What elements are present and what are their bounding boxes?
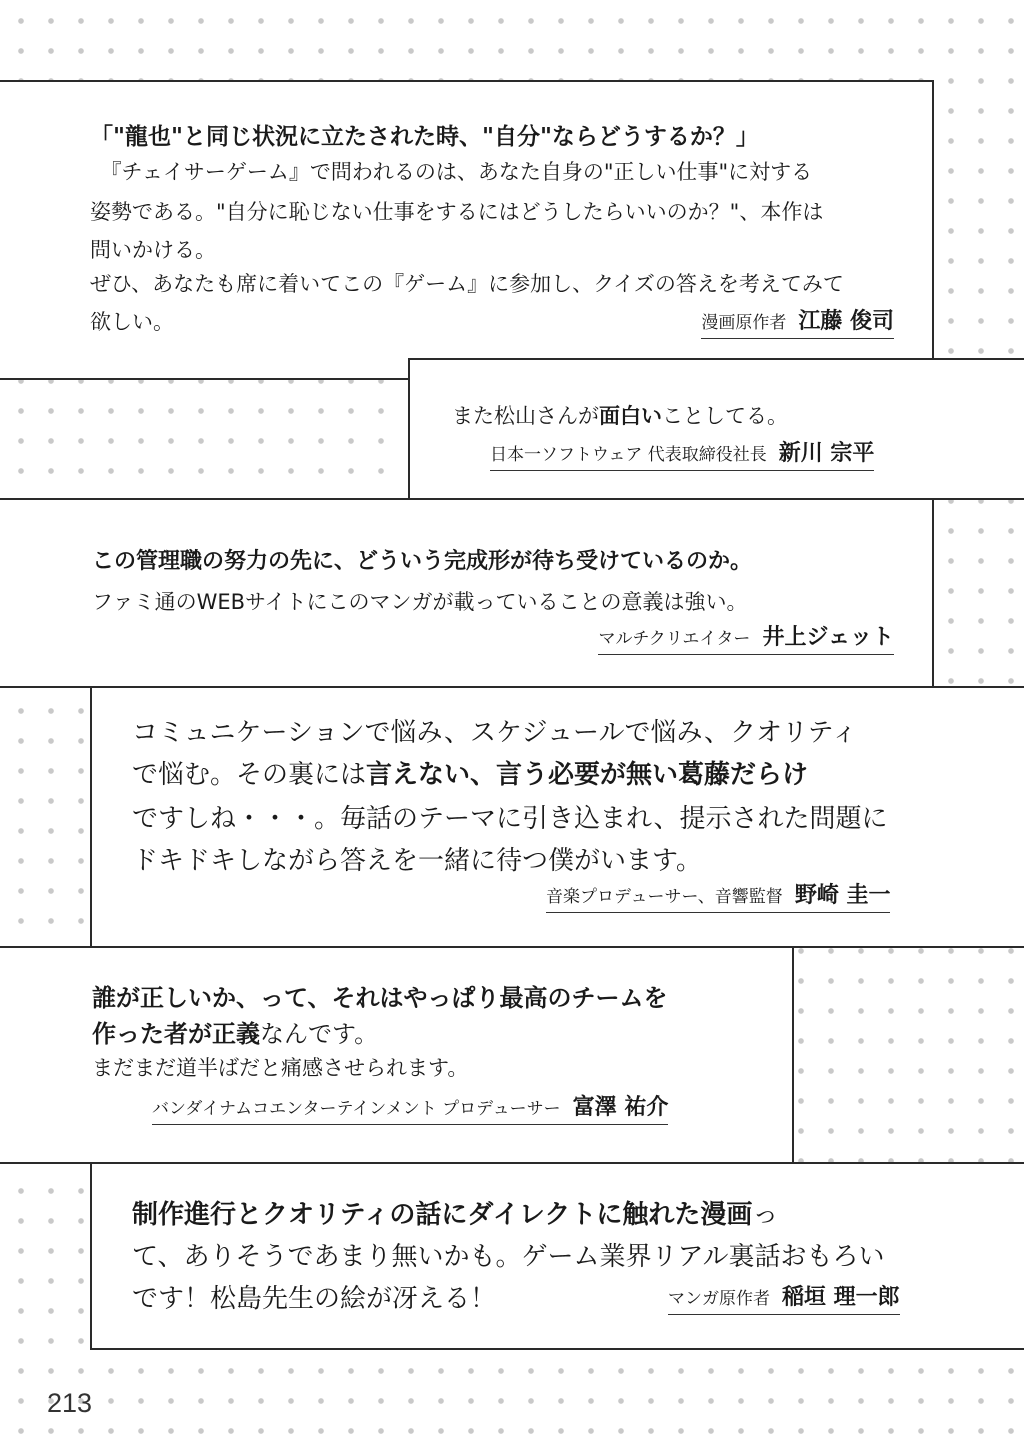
comment-line xyxy=(452,400,788,430)
comment-line: ドキドキしながら答えを一緒に待つ僕がいます。 xyxy=(132,846,702,876)
author-role: 漫画原作者 xyxy=(701,313,787,333)
comment-box-eto xyxy=(0,80,934,380)
comment-text: また松山さんが xyxy=(452,404,599,428)
comment-text: で悩む。その裏には xyxy=(132,760,367,790)
comment-box-inagaki xyxy=(90,1162,1024,1350)
comment-text: なんです。 xyxy=(260,1020,379,1048)
author-name: 井上ジェット xyxy=(762,625,894,650)
comment-line: ぜひ、あなたも席に着いてこの『ゲーム』に参加し、クイズの答えを考えてみて xyxy=(90,272,844,296)
author-role: マルチクリエイター xyxy=(598,629,751,649)
comment-heading: 誰が正しいか、って、それはやっぱり最高のチームを xyxy=(92,984,668,1012)
comment-emphasis: 言えない、言う必要が無い葛藤だらけ xyxy=(366,760,809,790)
author-credit xyxy=(490,436,874,471)
comment-line: 姿勢である。"自分に恥じない仕事をするにはどうしたらいいのか？"、本作は xyxy=(90,200,824,224)
comment-line: コミュニケーションで悩み、スケジュールで悩み、クオリティ xyxy=(132,718,858,748)
page-number: 213 xyxy=(47,1388,93,1418)
author-credit xyxy=(546,878,890,913)
comment-emphasis: 制作進行とクオリティの話にダイレクトに触れた漫画 xyxy=(132,1200,753,1230)
author-credit xyxy=(701,304,894,339)
comment-line: ファミ通のWEBサイトにこのマンガが載っていることの意義は強い。 xyxy=(92,590,748,614)
comment-emphasis: 作った者が正義 xyxy=(92,1020,260,1048)
comment-line: です！松島先生の絵が冴える！ xyxy=(132,1284,497,1314)
author-credit xyxy=(152,1090,668,1125)
comment-line xyxy=(92,1014,378,1049)
comment-box-niikawa xyxy=(408,358,1024,500)
author-role: マンガ原作者 xyxy=(668,1289,770,1309)
author-role: バンダイナムコエンターテインメント プロデューサー xyxy=(152,1099,561,1119)
comment-line: 問いかける。 xyxy=(90,238,216,262)
author-credit xyxy=(668,1280,900,1315)
author-name: 稲垣 理一郎 xyxy=(782,1285,900,1310)
author-role: 日本一ソフトウェア 代表取締役社長 xyxy=(490,445,767,465)
comment-text: っ xyxy=(752,1200,779,1230)
comment-line: 欲しい。 xyxy=(90,310,174,334)
comment-line: て、ありそうであまり無いかも。ゲーム業界リアル裏話おもろい xyxy=(132,1242,885,1272)
comment-line: 『チェイサーゲーム』で問われるのは、あなた自身の"正しい仕事"に対する xyxy=(90,160,813,184)
comment-line xyxy=(132,754,808,791)
comment-heading: この管理職の努力の先に、どういう完成形が待ち受けているのか。 xyxy=(92,549,753,574)
comment-box-inoue xyxy=(0,498,934,688)
comment-heading: 「"龍也"と同じ状況に立たされた時、"自分"ならどうするか？」 xyxy=(90,124,759,150)
author-name: 野崎 圭一 xyxy=(794,883,891,908)
comment-box-nozaki xyxy=(90,686,1024,948)
author-credit xyxy=(598,620,894,655)
comment-line xyxy=(132,1194,778,1231)
author-name: 江藤 俊司 xyxy=(798,309,894,334)
comment-line: ですしね・・・。毎話のテーマに引き込まれ、提示された問題に xyxy=(132,804,888,834)
comment-line: まだまだ道半ばだと痛感させられます。 xyxy=(92,1056,469,1080)
comment-box-tomizawa xyxy=(0,946,794,1164)
author-role: 音楽プロデューサー、音響監督 xyxy=(546,887,783,907)
author-name: 新川 宗平 xyxy=(778,441,875,466)
comment-emphasis: 面白い xyxy=(599,404,662,428)
author-name: 富澤 祐介 xyxy=(572,1095,669,1120)
comment-text: ことしてる。 xyxy=(662,404,788,428)
